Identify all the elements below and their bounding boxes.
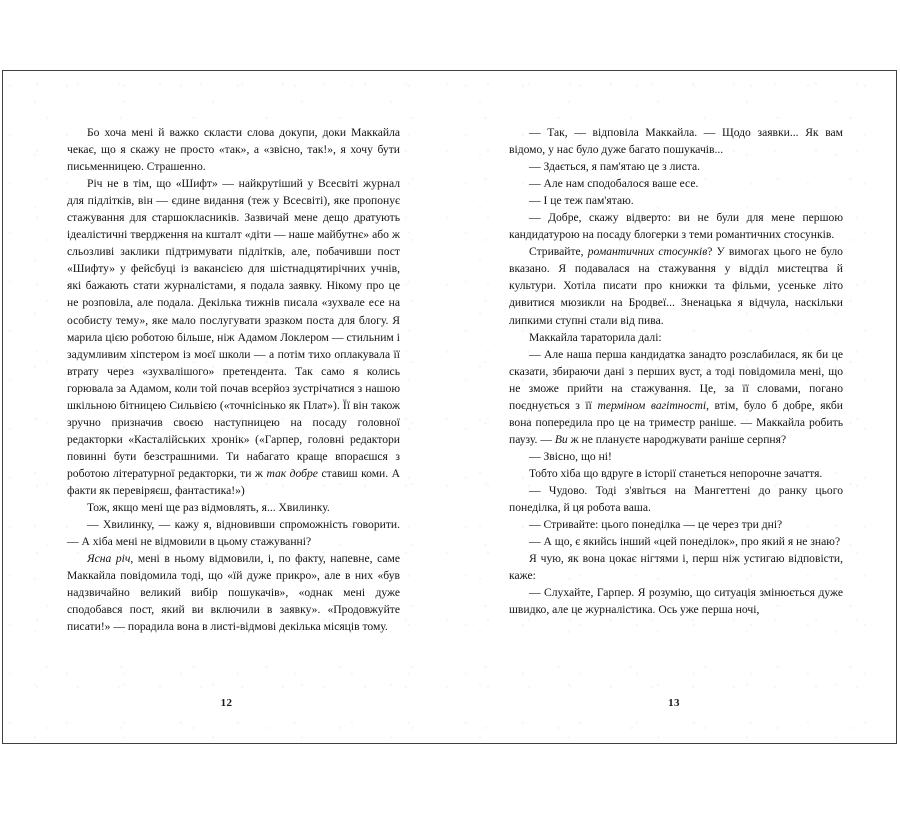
paragraph: — Але нам сподобалося ваше есе. bbox=[529, 177, 699, 191]
paragraph: — Хвилинку, — кажу я, відновивши спроможність говорити. — А хіба мені не відмовили в цьому стажуванні? bbox=[67, 518, 400, 549]
paragraph: Бо хоча мені й важко скласти слова докупи, доки Маккайла чекає, що я скажу не просто «так», а «звісно, так!», я хочу бути письменницею. Страшенно. bbox=[67, 126, 400, 174]
paragraph: — А що, є якийсь інший «цей понеділок», про який я не знаю? bbox=[529, 535, 841, 549]
paragraph: — Здається, я пам'ятаю це з листа. bbox=[529, 160, 701, 174]
paragraph: — Чудово. Тоді з'явіться на Мангеттені до ранку цього понеділка, й ця робота ваша. bbox=[509, 483, 843, 515]
paragraph: Я чую, як вона цокає нігтями і, перш ніж устигаю відповісти, каже: bbox=[509, 552, 843, 583]
page-left bbox=[3, 71, 450, 745]
paragraph: — Але наша перша кандидатка занадто розслабилася, як би це сказати, збираючи дані з перших вуст, а тоді повідомила мені, що не зможе прийти на стажування. Це, за її словами, погано поєднується з її терміном вагітності, втім, було б добре, якби вона попередила про це на триместр раніше. — Маккайла робить паузу. — Ви ж не плануєте народжувати раніше серпня? bbox=[509, 347, 844, 446]
paragraph: — Добре, скажу відверто: ви не були для мене першою кандидатурою на посаду блогерки з теми романтичних стосунків. bbox=[509, 211, 843, 242]
paragraph: Маккайла тараторила далі: bbox=[529, 330, 662, 344]
paragraph: Тож, якщо мені ще раз відмовлять, я... Хвилинку. bbox=[87, 501, 330, 515]
paragraph: — Звісно, що ні! bbox=[529, 449, 612, 463]
page-right-text-column bbox=[509, 124, 843, 618]
spread-frame bbox=[2, 70, 897, 744]
italic-fragment: Ясна річ bbox=[87, 552, 131, 566]
paragraph: Ясна річ, мені в ньому відмовили, і, по факту, напевне, саме Маккайла повідомила тоді, що «їй дуже прикро», але в них «був надзвичайно великий вибір пошукачів», «однак мені дуже сподобався пост, який ви включили в заявку». «Продовжуйте писати!» — порадила вона в листі-відмові декілька місяців тому. bbox=[67, 552, 400, 634]
italic-fragment: так добре bbox=[266, 466, 318, 480]
paragraph: Річ не в тім, що «Шифт» — найкрутіший у Всесвіті журнал для підлітків, він — єдине видання (теж у Всесвіті), яке пропонує стажування для старшокласників. Зазвичай мене дещо дратують ідеалістичні твердження на кшталт «діти — наше майбутнє» або ж сльозливі заклики підтримувати підлітків, але, побачивши пост «Шифту» у фейсбуці із вакансією для шістнадцятирічних учнів, які бажають стати журналістами, я подала заявку. Нікому про це не розповіла, але подала. Декілька тижнів писала «зухвале есе на особисту тему», яке мало послугувати зразком поста для блогу. Я марила цією роботою більше, ніж Адамом Локлером — стильним і задумливим хіпстером із моєї школи — а потім тихо оплакувала її втрату через «зухвалішого» претендента. Так само я колись горювала за Адамом, коли той почав всерйоз зустрічатися з нашою шкільною бітницею Сильвією («точнісінько як Плат»). Її він також зручно призначив своєю наступницею на посаду головної редакторки «Касталійських хронік» («Гарпер, головні редактори повинні бути безстрашними. Ти набагато краще впораєшся з роботою літературної редакторки, ти ж так добре ставиш коми. А факти як перевіряєш, фантастика!») bbox=[67, 177, 401, 497]
paragraph: — І це теж пам'ятаю. bbox=[529, 194, 634, 208]
italic-fragment: Ви bbox=[554, 432, 568, 446]
paragraph: Тобто хіба що вдруге в історії станеться непорочне зачаття. bbox=[529, 466, 823, 480]
page-right bbox=[450, 71, 898, 745]
paragraph: — Так, — відповіла Маккайла. — Щодо заявки... Як вам відомо, у нас було дуже багато пошукачів... bbox=[509, 126, 843, 157]
page-left-text-column bbox=[67, 124, 400, 635]
page-number-left: 12 bbox=[220, 697, 233, 709]
paragraph: — Стривайте: цього понеділка — це через три дні? bbox=[529, 518, 783, 532]
page-number-right: 13 bbox=[668, 697, 680, 709]
italic-fragment: терміном вагітності bbox=[597, 398, 707, 412]
paragraph: — Слухайте, Гарпер. Я розумію, що ситуація змінюється дуже швидко, але це журналістика. Ось уже перша ночі, bbox=[509, 586, 843, 617]
italic-fragment: романтичних стосунків bbox=[587, 245, 708, 259]
paragraph: Стривайте, романтичних стосунків? У вимогах цього не було вказано. Я подавалася на стажування у відділ мистецтва й культури. Хотіла писати про книжки та фільми, усеньке літо дивитися мюзикли на Бродвеї... Зненацька я відчула, наскільки липкими ступні стали від пива. bbox=[509, 245, 843, 327]
